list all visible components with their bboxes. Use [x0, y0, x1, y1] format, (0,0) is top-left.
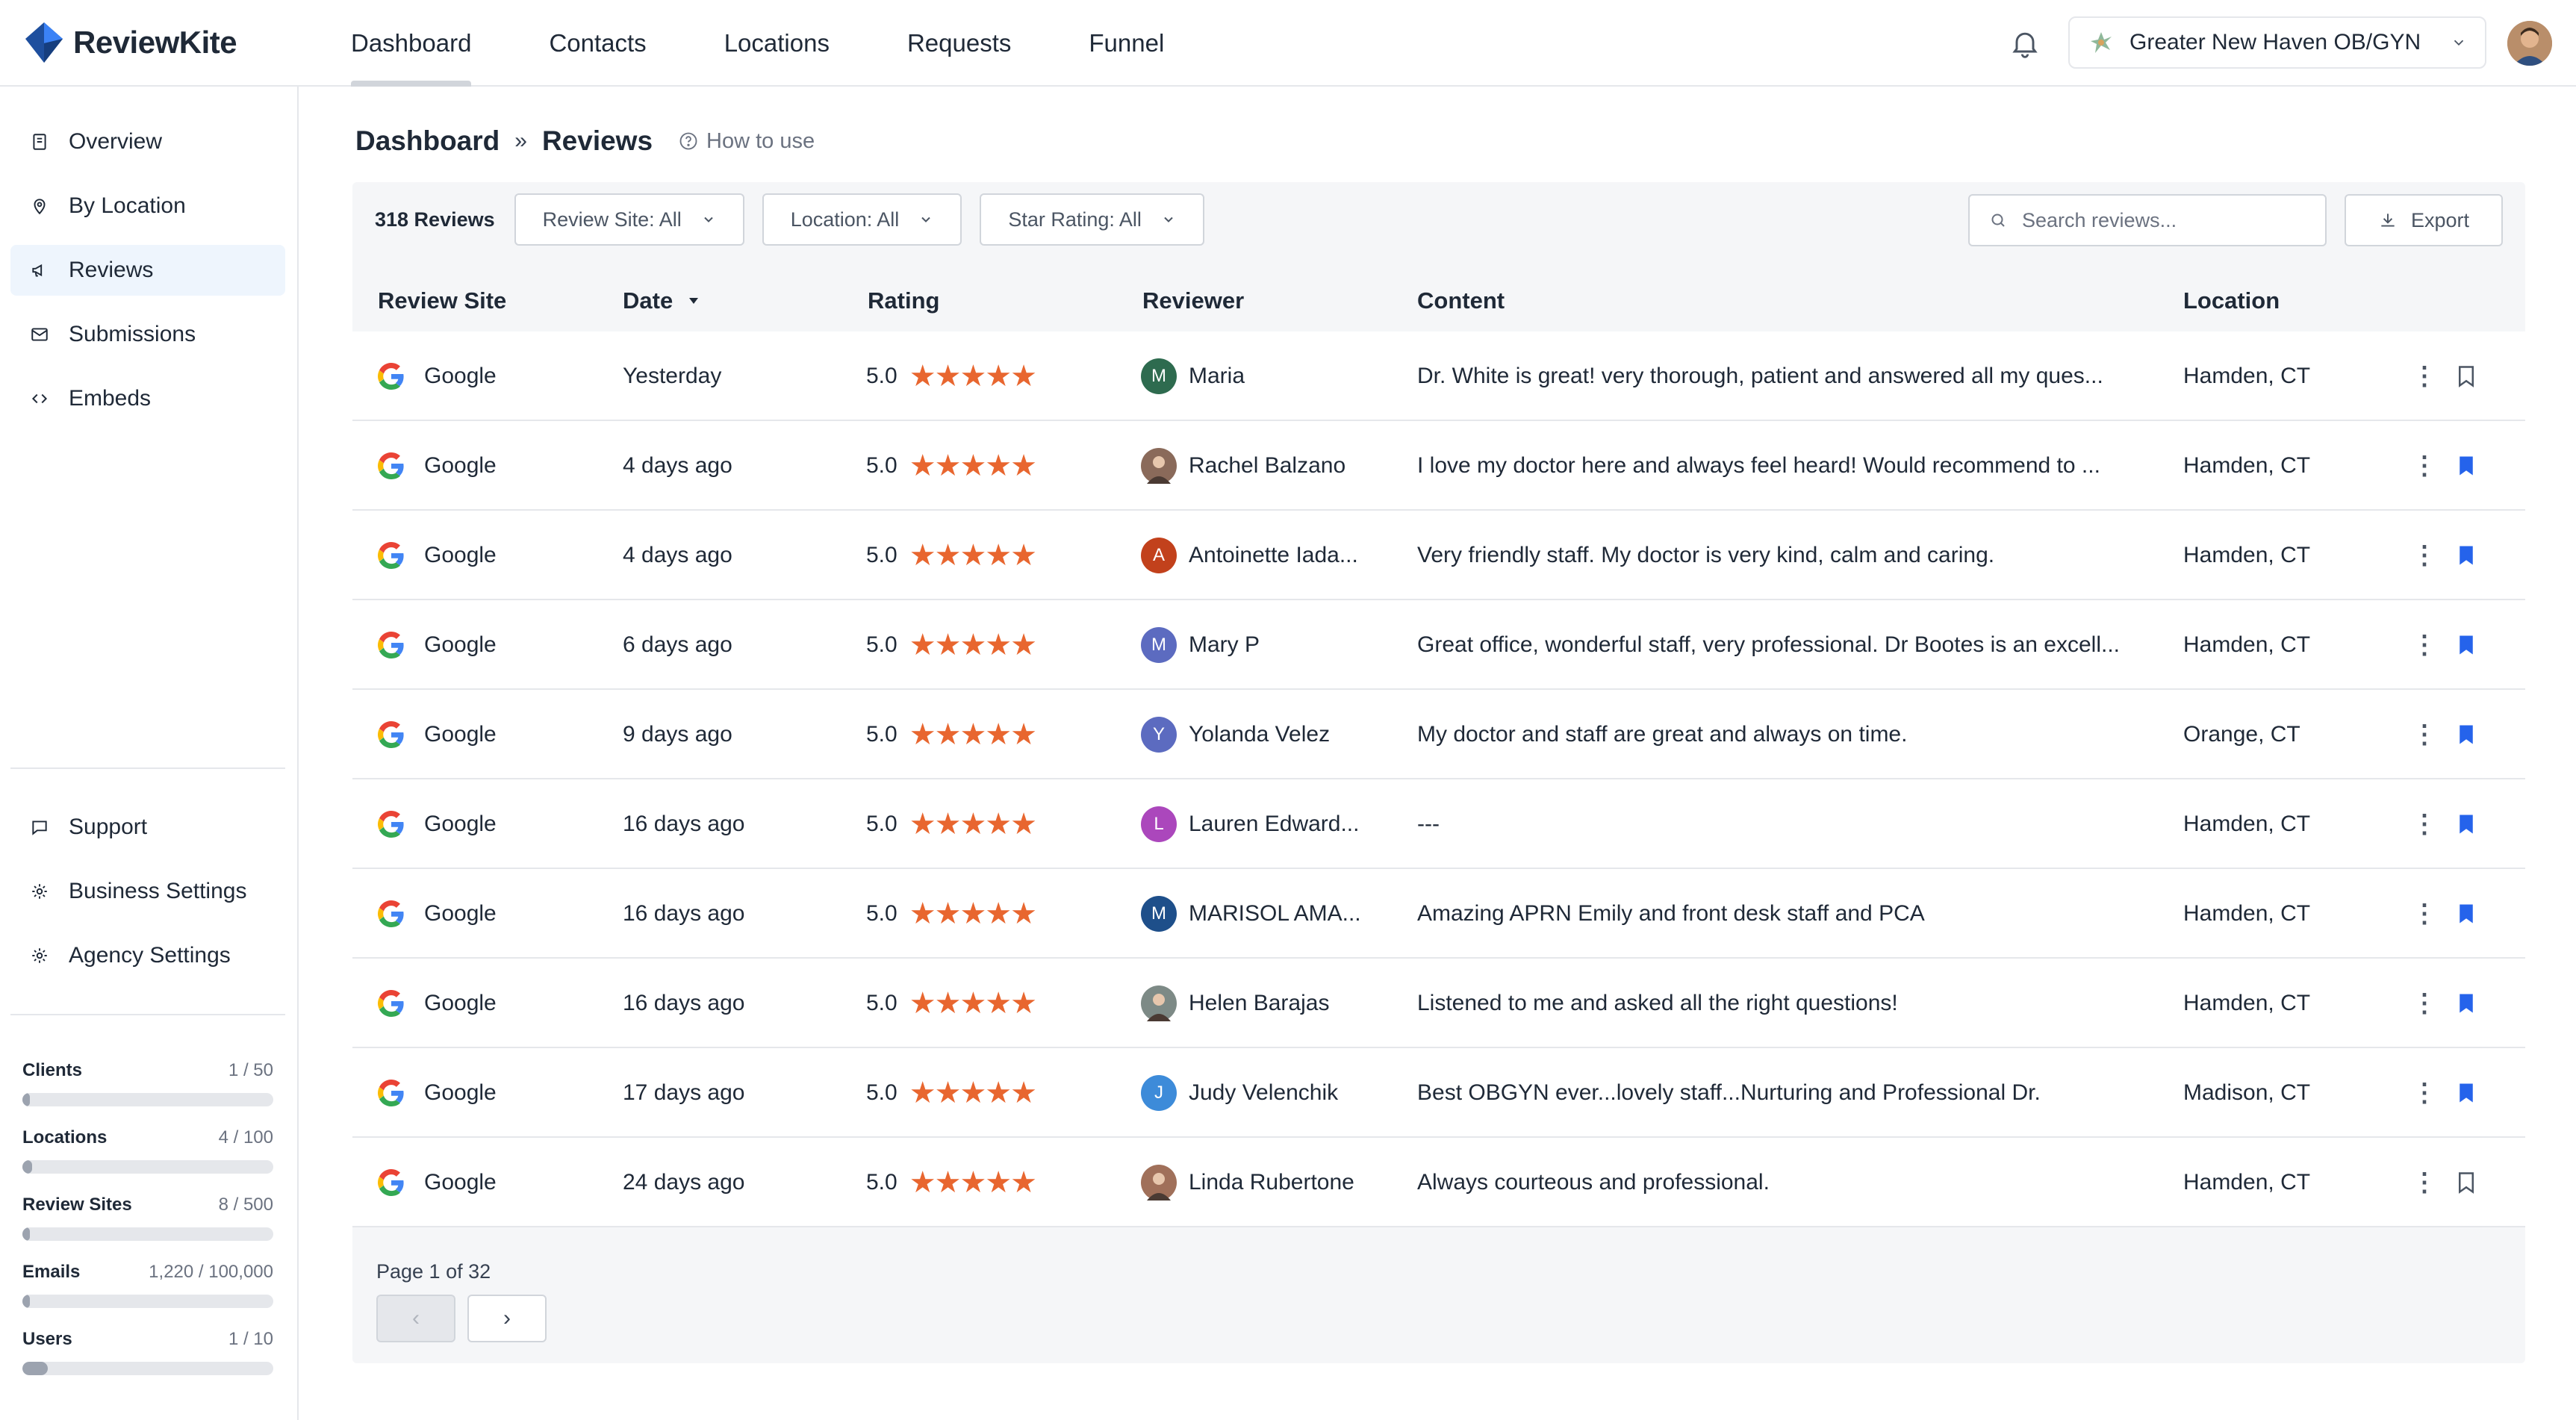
sidebar-item-label: By Location [69, 193, 186, 218]
mail-icon [30, 325, 49, 344]
user-avatar[interactable] [2507, 21, 2552, 66]
sort-desc-icon [688, 296, 700, 305]
sidebar-divider [10, 1014, 285, 1015]
reviewer-cell [1141, 779, 1359, 869]
location-cell: Hamden, CT [2183, 364, 2311, 388]
reviewer-initial: Y [1152, 724, 1165, 744]
date-cell: Yesterday [623, 364, 722, 388]
next-page-button[interactable] [467, 1295, 547, 1342]
col-date[interactable] [623, 287, 700, 314]
col-reviewer: Reviewer [1142, 287, 1245, 314]
table-row[interactable] [352, 331, 2525, 421]
date-cell: 4 days ago [623, 453, 732, 478]
google-icon [378, 900, 405, 927]
five-stars-icon: ★★★★★ [909, 449, 1036, 482]
sidebar-item-label: Support [69, 815, 148, 839]
nav-funnel[interactable]: Funnel [1089, 29, 1165, 57]
content-cell: I love my doctor here and always feel heard! Would recommend to ... [1417, 453, 2100, 478]
usage-label: Locations [22, 1127, 108, 1147]
reviewer-cell [1141, 600, 1260, 690]
table-row[interactable] [352, 1138, 2525, 1227]
reviewer-name: Judy Velenchik [1189, 1080, 1339, 1105]
location-filter[interactable] [762, 193, 962, 246]
review-site-cell [378, 959, 497, 1048]
content-cell: Listened to me and asked all the right questions! [1417, 991, 1898, 1015]
usage-label: Review Sites [22, 1195, 132, 1215]
top-nav [351, 0, 1242, 87]
usage-locations [22, 1127, 273, 1174]
reviewer-cell [1141, 869, 1361, 959]
org-logo-icon [2088, 29, 2115, 56]
usage-emails [22, 1262, 273, 1308]
usage-progress-bar [22, 1227, 273, 1241]
sidebar-item-embeds[interactable] [10, 373, 285, 424]
five-stars-icon: ★★★★★ [909, 1166, 1036, 1199]
org-name: Greater New Haven OB/GYN [2129, 30, 2421, 55]
reviewer-cell [1141, 1138, 1354, 1227]
how-to-use-link[interactable] [678, 129, 815, 154]
review-site-cell [378, 331, 497, 421]
google-icon [378, 363, 405, 390]
review-site-cell [378, 869, 497, 959]
usage-value: 4 / 100 [218, 1127, 273, 1147]
location-cell: Orange, CT [2183, 722, 2300, 747]
download-icon [2378, 211, 2398, 230]
sidebar-item-reviews[interactable] [10, 245, 285, 296]
reviewer-avatar [1141, 896, 1177, 932]
date-cell: 24 days ago [623, 1170, 745, 1195]
export-label: Export [2410, 208, 2470, 231]
reviews-panel [352, 182, 2525, 1363]
reviewer-initial: M [1151, 903, 1166, 924]
code-icon [30, 389, 49, 408]
sidebar-item-label: Embeds [69, 386, 152, 411]
review-site-filter[interactable] [514, 193, 744, 246]
top-bar [0, 0, 2576, 87]
rating-cell [866, 331, 1036, 421]
date-cell: 17 days ago [623, 1080, 745, 1105]
sidebar-item-label: Agency Settings [69, 943, 231, 968]
reviewer-name: Rachel Balzano [1189, 453, 1346, 478]
google-icon [378, 990, 405, 1017]
how-to-use-label: How to use [706, 128, 815, 153]
reviewer-avatar [1141, 538, 1177, 573]
usage-label: Emails [22, 1262, 81, 1282]
location-cell: Hamden, CT [2183, 453, 2311, 478]
location-cell: Hamden, CT [2183, 901, 2311, 926]
filter-bar [352, 182, 2525, 257]
sidebar-item-business-settings[interactable] [10, 866, 285, 917]
review-site-name: Google [424, 364, 497, 388]
col-location: Location [2183, 287, 2280, 314]
content-cell: Best OBGYN ever...lovely staff...Nurturing and Professional Dr. [1417, 1080, 2041, 1105]
date-cell: 4 days ago [623, 543, 732, 567]
reviewer-name: Maria [1189, 364, 1245, 388]
reviewer-cell [1141, 690, 1330, 779]
usage-label: Users [22, 1329, 72, 1349]
rating-cell [866, 511, 1036, 600]
reviewer-cell [1141, 331, 1245, 421]
usage-review-sites [22, 1195, 273, 1241]
bookmark-button[interactable] [2457, 959, 2476, 1048]
reviewer-avatar [1141, 358, 1177, 394]
date-cell: 6 days ago [623, 632, 732, 657]
review-site-name: Google [424, 722, 497, 747]
rating-value: 5.0 [866, 364, 897, 388]
chevron-down-icon [918, 212, 933, 227]
bookmark-filled-icon [2457, 455, 2476, 477]
reviewer-cell [1141, 511, 1358, 600]
table-row[interactable] [352, 690, 2525, 779]
bookmark-button[interactable] [2457, 779, 2476, 869]
organization-selector[interactable] [2068, 16, 2486, 69]
five-stars-icon: ★★★★★ [909, 1077, 1036, 1109]
review-site-name: Google [424, 991, 497, 1015]
usage-progress-bar [22, 1160, 273, 1174]
more-options-icon[interactable]: ⋮ [2412, 810, 2437, 838]
col-review-site: Review Site [378, 287, 507, 314]
table-row[interactable] [352, 421, 2525, 511]
review-site-cell [378, 690, 497, 779]
reviewer-avatar [1141, 806, 1177, 842]
review-site-cell [378, 600, 497, 690]
content-cell: Always courteous and professional. [1417, 1170, 1770, 1195]
google-icon [378, 721, 405, 748]
more-options-icon[interactable]: ⋮ [2412, 989, 2437, 1018]
pin-icon [30, 196, 49, 216]
rating-value: 5.0 [866, 722, 897, 747]
reviewer-avatar [1141, 1075, 1177, 1111]
more-options-icon[interactable]: ⋮ [2412, 1168, 2437, 1197]
review-site-cell [378, 779, 497, 869]
bookmark-filled-icon [2457, 1082, 2476, 1104]
google-icon [378, 632, 405, 658]
bookmark-filled-icon [2457, 903, 2476, 925]
app-logo[interactable] [24, 16, 237, 69]
google-icon [378, 811, 405, 838]
review-site-name: Google [424, 901, 497, 926]
bookmark-button[interactable] [2457, 690, 2476, 779]
col-date-label: Date [623, 287, 673, 314]
sidebar-item-agency-settings[interactable] [10, 930, 285, 981]
review-site-name: Google [424, 1080, 497, 1105]
reviews-table-body [352, 331, 2525, 1227]
reviewer-initial: J [1154, 1083, 1163, 1103]
reviewer-avatar [1141, 985, 1177, 1021]
date-cell: 16 days ago [623, 901, 745, 926]
reviewer-initial: M [1151, 635, 1166, 655]
date-cell: 16 days ago [623, 812, 745, 836]
five-stars-icon: ★★★★★ [909, 360, 1036, 393]
review-count: 318 Reviews [375, 208, 495, 231]
review-site-cell [378, 421, 497, 511]
bookmark-outline-icon [2457, 1171, 2476, 1194]
breadcrumb [355, 125, 815, 157]
review-site-cell [378, 1048, 497, 1138]
rating-value: 5.0 [866, 453, 897, 478]
sidebar-item-submissions[interactable] [10, 309, 285, 360]
content-cell: Very friendly staff. My doctor is very kind, calm and caring. [1417, 543, 1995, 567]
sidebar-divider [10, 767, 285, 769]
location-cell: Hamden, CT [2183, 632, 2311, 657]
rating-cell [866, 600, 1036, 690]
table-row[interactable] [352, 779, 2525, 869]
sidebar [0, 87, 299, 1420]
reviewer-name: Helen Barajas [1189, 991, 1330, 1015]
usage-clients [22, 1060, 273, 1106]
table-row[interactable] [352, 1048, 2525, 1138]
app-name: ReviewKite [73, 25, 237, 60]
sidebar-item-overview[interactable] [10, 116, 285, 167]
usage-users [22, 1329, 273, 1375]
review-site-cell [378, 1138, 497, 1227]
reviewer-name: MARISOL AMA... [1189, 901, 1361, 926]
usage-value: 1,220 / 100,000 [149, 1262, 273, 1282]
reviewer-cell [1141, 1048, 1338, 1138]
rating-value: 5.0 [866, 1080, 897, 1105]
reviewer-avatar [1141, 627, 1177, 663]
nav-contacts[interactable]: Contacts [549, 29, 647, 57]
nav-locations[interactable]: Locations [724, 29, 830, 57]
bookmark-filled-icon [2457, 544, 2476, 567]
prev-page-button[interactable] [376, 1295, 455, 1342]
bookmark-button[interactable] [2457, 511, 2476, 600]
page-title: Reviews [541, 125, 653, 156]
bookmark-filled-icon [2457, 634, 2476, 656]
more-options-icon[interactable]: ⋮ [2412, 720, 2437, 749]
rating-value: 5.0 [866, 991, 897, 1015]
location-cell: Hamden, CT [2183, 543, 2311, 567]
nav-requests[interactable]: Requests [906, 29, 1012, 57]
chevron-down-icon [1161, 212, 1176, 227]
review-site-name: Google [424, 632, 497, 657]
google-icon [378, 1169, 405, 1196]
review-site-name: Google [424, 543, 497, 567]
table-row[interactable] [352, 959, 2525, 1048]
five-stars-icon: ★★★★★ [909, 718, 1036, 751]
rating-cell [866, 869, 1036, 959]
col-rating: Rating [868, 287, 940, 314]
rating-cell [866, 779, 1036, 869]
sidebar-item-label: Reviews [69, 258, 154, 282]
rating-value: 5.0 [866, 812, 897, 836]
review-site-cell [378, 511, 497, 600]
reviewer-name: Linda Rubertone [1189, 1170, 1354, 1195]
rating-cell [866, 421, 1036, 511]
bookmark-filled-icon [2457, 992, 2476, 1015]
more-options-icon[interactable]: ⋮ [2412, 452, 2437, 480]
reviewer-avatar [1141, 1165, 1177, 1201]
star-rating-filter[interactable] [980, 193, 1204, 246]
rating-cell [866, 959, 1036, 1048]
content-cell: --- [1417, 812, 1440, 836]
reviewer-cell [1141, 959, 1329, 1048]
more-options-icon[interactable]: ⋮ [2412, 631, 2437, 659]
bookmark-button[interactable] [2457, 1138, 2476, 1227]
reviewer-name: Yolanda Velez [1189, 722, 1331, 747]
review-site-name: Google [424, 453, 497, 478]
review-site-name: Google [424, 812, 497, 836]
nav-dashboard[interactable]: Dashboard [351, 0, 471, 87]
review-site-filter-label: Review Site: All [542, 208, 682, 231]
reviewer-avatar [1141, 717, 1177, 753]
file-icon [30, 132, 49, 152]
location-cell: Madison, CT [2183, 1080, 2311, 1105]
sidebar-item-label: Submissions [69, 322, 196, 346]
bookmark-button[interactable] [2457, 869, 2476, 959]
reviewer-initial: A [1152, 545, 1165, 565]
rating-value: 5.0 [866, 543, 897, 567]
review-site-name: Google [424, 1170, 497, 1195]
table-row[interactable] [352, 869, 2525, 959]
usage-progress-bar [22, 1362, 273, 1375]
bookmark-button[interactable] [2457, 600, 2476, 690]
reviewer-initial: L [1154, 814, 1164, 834]
five-stars-icon: ★★★★★ [909, 539, 1036, 572]
chat-icon [30, 818, 49, 837]
location-cell: Hamden, CT [2183, 812, 2311, 836]
usage-value: 8 / 500 [218, 1195, 273, 1215]
help-circle-icon [678, 131, 699, 152]
double-chevron-right-icon: » [514, 128, 527, 153]
usage-value: 1 / 10 [228, 1329, 273, 1349]
content-cell: Dr. White is great! very thorough, patient and answered all my ques... [1417, 364, 2103, 388]
usage-progress-bar [22, 1093, 273, 1106]
location-cell: Hamden, CT [2183, 991, 2311, 1015]
page-indicator: Page 1 of 32 [376, 1260, 491, 1283]
content-cell: Amazing APRN Emily and front desk staff and PCA [1417, 901, 1925, 926]
chevron-down-icon [701, 212, 716, 227]
reviewer-initial: M [1151, 366, 1166, 386]
sidebar-item-label: Overview [69, 129, 163, 154]
chevron-left-icon: ‹ [412, 1306, 420, 1330]
bookmark-button[interactable] [2457, 421, 2476, 511]
usage-value: 1 / 50 [228, 1060, 273, 1080]
more-options-icon[interactable]: ⋮ [2412, 1079, 2437, 1107]
reviewer-name: Antoinette Iada... [1189, 543, 1358, 567]
search-icon [1989, 211, 2007, 229]
gear-icon [30, 946, 49, 965]
usage-label: Clients [22, 1060, 83, 1080]
gear-icon [30, 882, 49, 901]
export-button[interactable] [2345, 194, 2503, 246]
search-placeholder: Search reviews... [2022, 208, 2177, 231]
google-icon [378, 1080, 405, 1106]
reviewer-name: Mary P [1189, 632, 1260, 657]
reviewer-avatar [1141, 448, 1177, 484]
content-cell: My doctor and staff are great and always on time. [1417, 722, 1908, 747]
chevron-right-icon: › [503, 1306, 511, 1330]
sidebar-item-label: Business Settings [69, 879, 247, 903]
more-options-icon[interactable]: ⋮ [2412, 900, 2437, 928]
usage-progress-bar [22, 1295, 273, 1308]
rating-value: 5.0 [866, 632, 897, 657]
five-stars-icon: ★★★★★ [909, 629, 1036, 661]
date-cell: 16 days ago [623, 991, 745, 1015]
col-content: Content [1417, 287, 1505, 314]
bookmark-filled-icon [2457, 723, 2476, 746]
sidebar-item-by-location[interactable] [10, 181, 285, 231]
five-stars-icon: ★★★★★ [909, 897, 1036, 930]
bookmark-filled-icon [2457, 813, 2476, 835]
kite-logo-icon [24, 21, 64, 64]
bookmark-button[interactable] [2457, 1048, 2476, 1138]
table-row[interactable] [352, 511, 2525, 600]
rating-cell [866, 690, 1036, 779]
content-cell: Great office, wonderful staff, very professional. Dr Bootes is an excell... [1417, 632, 2121, 657]
rating-cell [866, 1048, 1036, 1138]
google-icon [378, 452, 405, 479]
date-cell: 9 days ago [623, 722, 732, 747]
megaphone-icon [30, 261, 49, 280]
bell-icon[interactable] [2009, 27, 2041, 60]
rating-cell [866, 1138, 1036, 1227]
search-input[interactable] [1968, 194, 2327, 246]
five-stars-icon: ★★★★★ [909, 987, 1036, 1020]
table-row[interactable] [352, 600, 2525, 690]
rating-value: 5.0 [866, 1170, 897, 1195]
table-header [352, 270, 2525, 331]
google-icon [378, 542, 405, 569]
sidebar-item-support[interactable] [10, 802, 285, 853]
more-options-icon[interactable]: ⋮ [2412, 541, 2437, 570]
star-rating-filter-label: Star Rating: All [1008, 208, 1142, 231]
five-stars-icon: ★★★★★ [909, 808, 1036, 841]
breadcrumb-dashboard[interactable]: Dashboard [355, 125, 500, 156]
bookmark-button[interactable] [2457, 331, 2476, 421]
reviewer-cell [1141, 421, 1345, 511]
location-cell: Hamden, CT [2183, 1170, 2311, 1195]
location-filter-label: Location: All [790, 208, 900, 231]
bookmark-outline-icon [2457, 365, 2476, 387]
more-options-icon[interactable]: ⋮ [2412, 362, 2437, 390]
chevron-down-icon [2451, 34, 2467, 51]
rating-value: 5.0 [866, 901, 897, 926]
reviewer-name: Lauren Edward... [1189, 812, 1360, 836]
